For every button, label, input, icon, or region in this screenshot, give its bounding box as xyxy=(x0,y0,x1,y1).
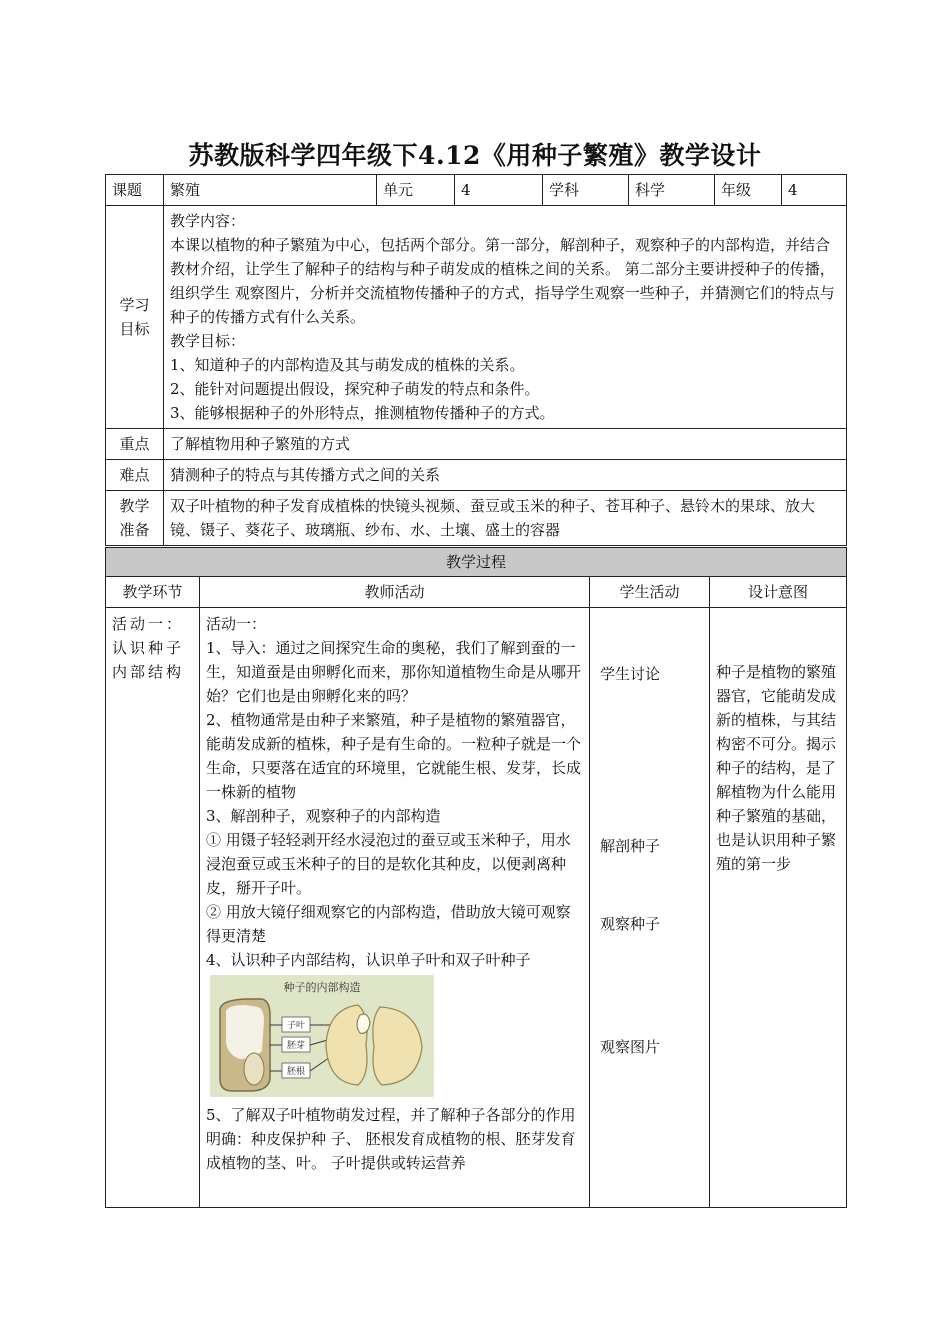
lesson-info-table xyxy=(105,174,847,546)
goals-content xyxy=(164,206,847,429)
figure-title: 种子的内部构造 xyxy=(283,981,361,994)
intent-text: 种子是植物的繁殖器官，它能萌发成新的植株，与其结构密不可分。揭示种子的结构，是了解植物为什么能用种子繁殖的基础，也是认识用种子繁殖的第一步 xyxy=(716,663,837,873)
objective-item: 3、能够根据种子的外形特点，推测植物传播种子的方式。 xyxy=(170,404,555,422)
teacher-line: 3、解剖种子，观察种子的内部构造 xyxy=(206,807,441,825)
difficulty-text: 猜测种子的特点与其传播方式之间的关系 xyxy=(164,460,847,491)
goals-label: 学习 目标 xyxy=(106,206,164,429)
prep-text: 双子叶植物的种子发育成植株的快镜头视频、蚕豆或玉米的种子、苍耳种子、悬铃木的果球、放大镜、镊子、葵花子、玻璃瓶、纱布、水、土壤、盛土的容器 xyxy=(164,491,847,546)
corn-embryo xyxy=(244,1053,264,1085)
activity-row xyxy=(106,608,847,1208)
objective-item: 2、能针对问题提出假设，探究种子萌发的特点和条件。 xyxy=(170,380,540,398)
key-point-row xyxy=(106,429,847,460)
column-header: 教学环节 xyxy=(106,577,200,608)
prep-row xyxy=(106,491,847,546)
discipline-label: 学科 xyxy=(543,175,629,206)
key-point-text: 了解植物用种子繁殖的方式 xyxy=(164,429,847,460)
key-point-label: 重点 xyxy=(106,429,164,460)
column-header: 设计意图 xyxy=(710,577,847,608)
column-header: 教师活动 xyxy=(200,577,590,608)
student-item: 观察种子 xyxy=(600,915,661,933)
page-title: 苏教版科学四年级下4.12《用种子繁殖》教学设计 xyxy=(188,141,762,170)
grade-label: 年级 xyxy=(715,175,782,206)
teacher-line: 2、植物通常是由种子来繁殖，种子是植物的繁殖器官，能萌发成新的植株，种子是有生命的。一粒种子就是一个生命，只要落在适宜的环境里，它就能生根、发芽，长成一株新的植物 xyxy=(206,711,582,801)
difficulty-row xyxy=(106,460,847,491)
discipline-value: 科学 xyxy=(629,175,715,206)
label-radicle: 胚根 xyxy=(286,1067,306,1077)
teacher-line: 明确：种皮保护种 子、 胚根发育成植物的根、胚芽发育成植物的茎、叶。 子叶提供或转运营养 xyxy=(206,1130,576,1172)
teacher-line: ② 用放大镜仔细观察它的内部构造，借助放大镜可观察得更清楚 xyxy=(206,903,571,945)
content-title: 教学内容： xyxy=(170,212,246,230)
objective-item: 1、知道种子的内部构造及其与萌发成的植株的关系。 xyxy=(170,356,525,374)
student-activity xyxy=(590,608,710,1208)
process-heading: 教学过程 xyxy=(106,548,847,577)
objectives-title: 教学目标： xyxy=(170,332,246,350)
student-item: 学生讨论 xyxy=(600,665,661,683)
teacher-line: 5、了解双子叶植物萌发过程，并了解种子各部分的作用 xyxy=(206,1106,576,1124)
design-intent xyxy=(710,608,847,1208)
student-item: 观察图片 xyxy=(600,1038,661,1056)
label-plumule: 胚芽 xyxy=(286,1041,306,1051)
teacher-line: 活动一： xyxy=(206,615,267,633)
student-item: 解剖种子 xyxy=(600,837,661,855)
difficulty-label: 难点 xyxy=(106,460,164,491)
goals-row xyxy=(106,206,847,429)
subject-value: 繁殖 xyxy=(164,175,377,206)
teacher-line: ① 用镊子轻轻剥开经水浸泡过的蚕豆或玉米种子，用水浸泡蚕豆或玉米种子的目的是软化其种皮，以便剥离种皮，掰开子叶。 xyxy=(206,831,571,897)
seed-structure-figure xyxy=(210,975,434,1097)
process-table xyxy=(105,547,847,1208)
label-cotyledon: 子叶 xyxy=(286,1021,306,1031)
grade-value: 4 xyxy=(782,175,847,206)
corn-endosperm xyxy=(226,1005,264,1059)
unit-value: 4 xyxy=(455,175,543,206)
subject-label: 课题 xyxy=(106,175,164,206)
content-text: 本课以植物的种子繁殖为中心，包括两个部分。第一部分，解剖种子，观察种子的内部构造，并结合教材介绍，让学生了解种子的结构与种子萌发成的植株之间的关系。 第二部分主要讲授种子的传播，组织学生 观察图片，分析并交流植物传播种子的方式，指导学生观察一些种子，并猜测它们的特点与种子的传播方式有什么关系。 xyxy=(170,236,835,326)
header-row xyxy=(106,175,847,206)
process-column-headers xyxy=(106,577,847,608)
prep-label: 教学 准备 xyxy=(106,491,164,546)
teacher-line: 4、认识种子内部结构，认识单子叶和双子叶种子 xyxy=(206,951,531,969)
teacher-line: 1、导入：通过之间探究生命的奥秘，我们了解到蚕的一生，知道蚕是由卵孵化而来，那你知道植物生命是从哪开始？它们也是由卵孵化来的吗？ xyxy=(206,639,582,705)
unit-label: 单元 xyxy=(377,175,455,206)
activity-stage: 活动一：认识种子内部结构 xyxy=(106,608,200,1208)
teacher-activity xyxy=(200,608,590,1208)
column-header: 学生活动 xyxy=(590,577,710,608)
